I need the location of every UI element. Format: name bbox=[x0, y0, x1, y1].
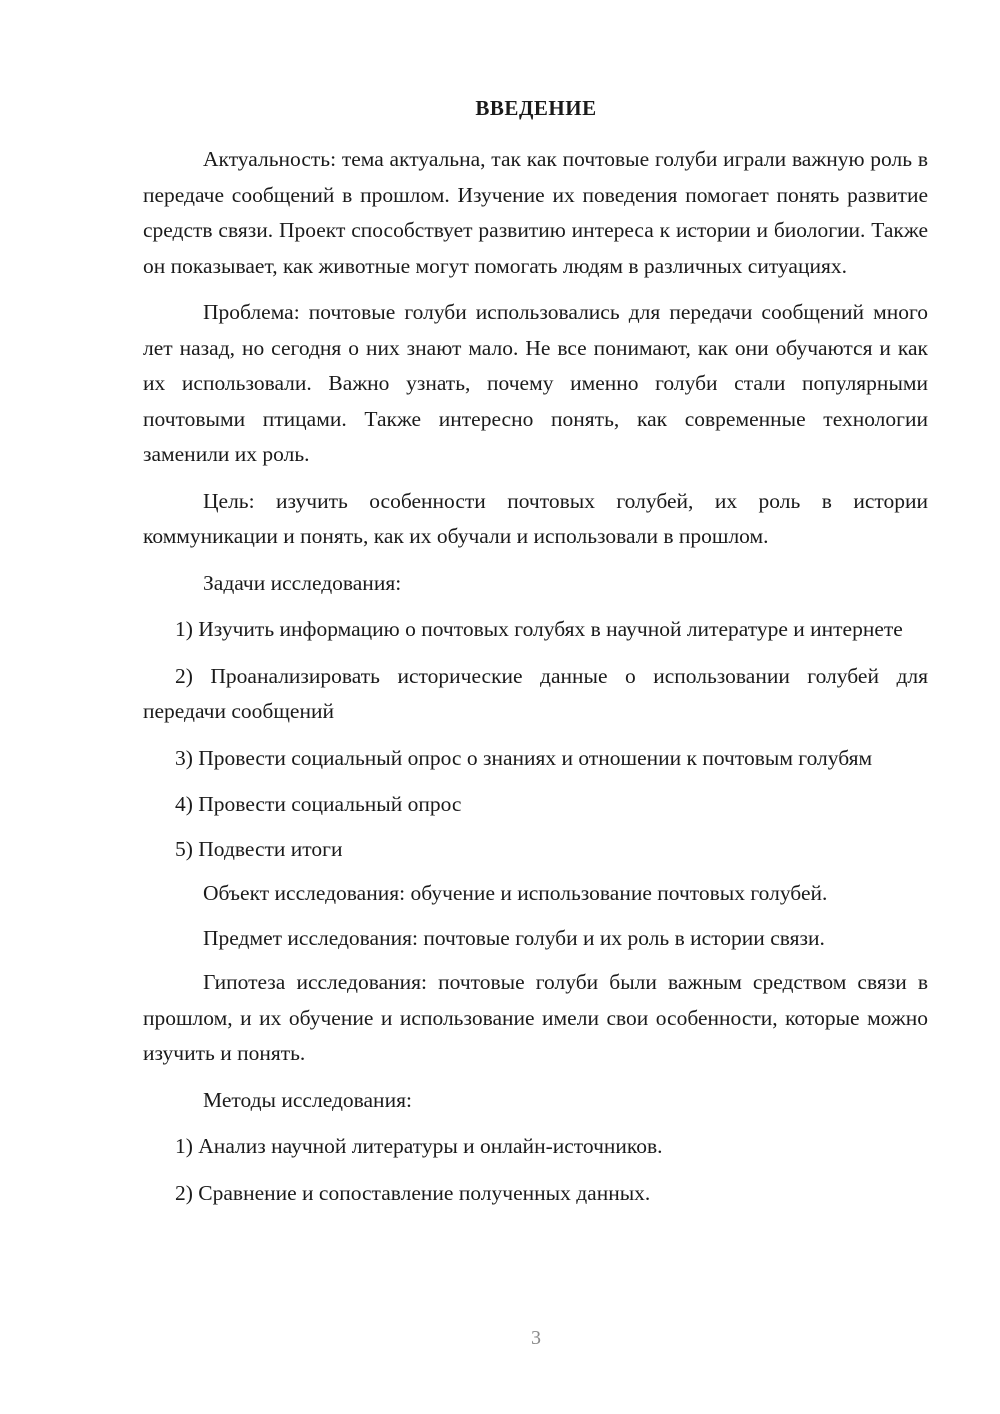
method-item: 2) Сравнение и сопоставление полученных данных. bbox=[175, 1180, 651, 1205]
research-hypothesis: Гипотеза исследования: почтовые голуби были важным средством связи в прошлом, и их обучение и использование имели свои особенности, которые можно изучить и понять. bbox=[143, 970, 928, 1065]
body-text bbox=[143, 142, 928, 1222]
method-item: 1) Анализ научной литературы и онлайн-источников. bbox=[175, 1134, 663, 1158]
section-title: ВВЕДЕНИЕ bbox=[475, 96, 597, 120]
task-item: 5) Подвести итоги bbox=[175, 836, 343, 861]
methods-heading: Методы исследования: bbox=[203, 1087, 412, 1112]
task-item: 4) Провести социальный опрос bbox=[175, 792, 462, 816]
task-item: 1) Изучить информацию о почтовых голубях в научной литературе и интернете bbox=[175, 617, 903, 641]
page-number: 3 bbox=[531, 1327, 541, 1349]
paragraph-goal: Цель: изучить особенности почтовых голубей, их роль в истории коммуникации и понять, как их обучали и использовали в прошлом. bbox=[143, 488, 928, 548]
research-object: Объект исследования: обучение и использование почтовых голубей. bbox=[203, 881, 828, 905]
paragraph-relevance: Актуальность: тема актуальна, так как почтовые голуби играли важную роль в передаче сообщений в прошлом. Изучение их поведения помогает понять развитие средств связи. Проект способствует развитию интереса к истории и биологии. Также он показывает, как животные могут помогать людям в различных ситуациях. bbox=[143, 147, 928, 278]
task-item: 3) Провести социальный опрос о знаниях и отношении к почтовым голубям bbox=[175, 745, 873, 770]
task-item: 2) Проанализировать исторические данные о использовании голубей для передачи сообщений bbox=[143, 663, 928, 723]
research-subject: Предмет исследования: почтовые голуби и их роль в истории связи. bbox=[203, 925, 825, 950]
tasks-heading: Задачи исследования: bbox=[203, 570, 402, 595]
paragraph-problem: Проблема: почтовые голуби использовались для передачи сообщений много лет назад, но сегодня о них знают мало. Не все понимают, как они обучаются и как их использовали. Важно узнать, почему именно голуби стали популярными почтовыми птицами. Также интересно понять, как современные технологии заменили их роль. bbox=[143, 300, 928, 466]
